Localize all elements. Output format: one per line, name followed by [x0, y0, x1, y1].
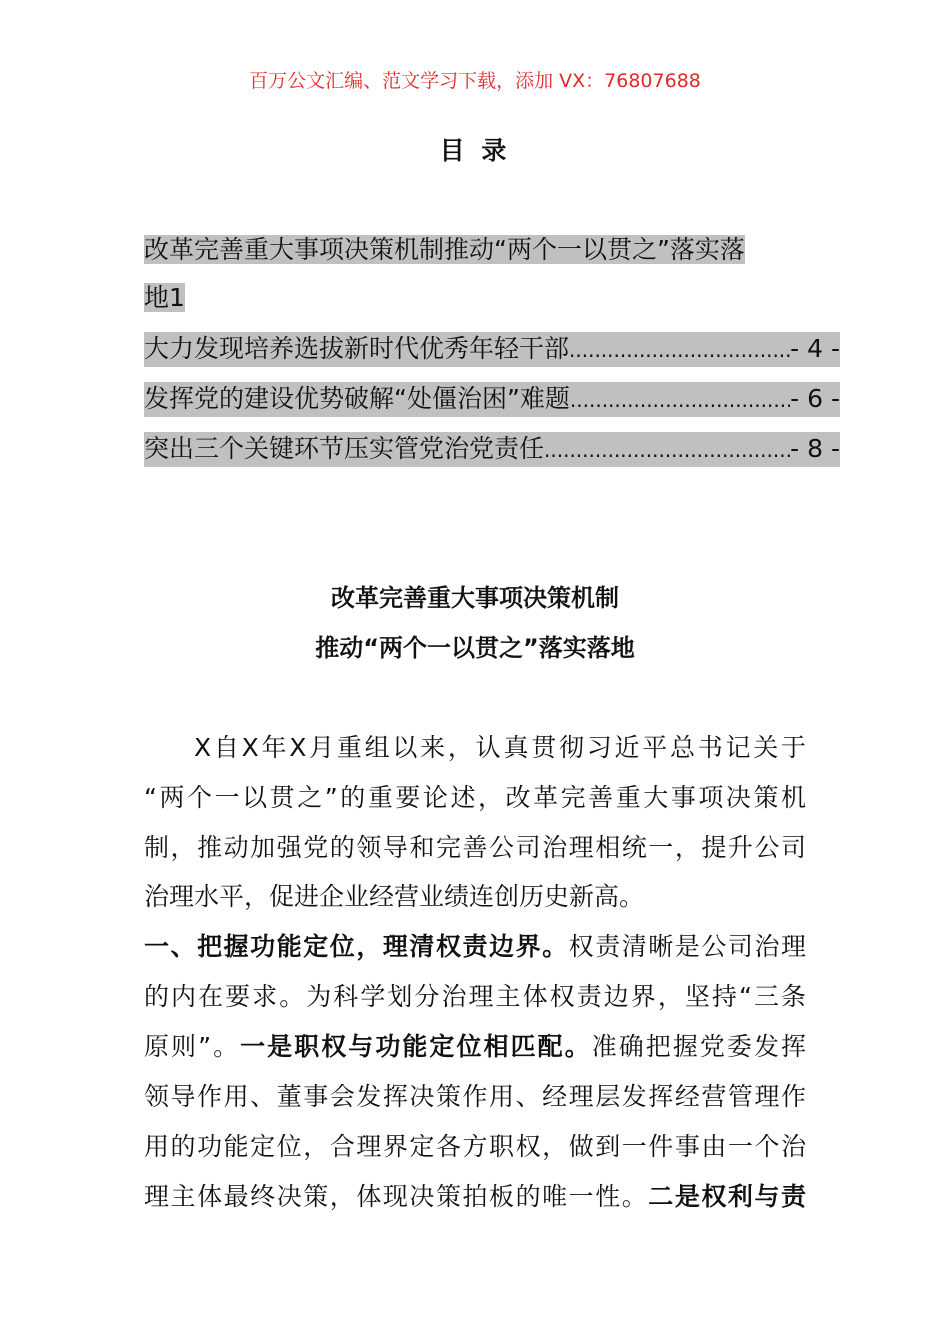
toc-entry-1-cont[interactable] [144, 281, 185, 315]
body-line: 制，推动加强党的领导和完善公司治理相统一，提升公司 [144, 833, 806, 862]
toc-title: 目 录 [439, 136, 511, 165]
toc-entry-title: 发挥党的建设优势破解“处僵治困”难题 ..... [144, 382, 790, 417]
toc-entry-title: 改革完善重大事项决策机制推动“两个一以贯之”落实落 [144, 235, 745, 264]
header-notice: 百万公文汇编、范文学习下载，添加 VX：76807688 [249, 70, 701, 92]
body-line: 的内在要求。为科学划分治理主体权责边界，坚持“三条 [144, 982, 806, 1011]
section-heading: 一、把握功能定位，理清权责边界。 [144, 932, 569, 961]
toc-entry-1[interactable] [144, 233, 745, 267]
toc-entry-4[interactable] [144, 432, 840, 467]
body-line: 治理水平，促进企业经营业绩连创历史新高。 [144, 882, 645, 911]
body-line: X自X年X月重组以来，认真贯彻习近平总书记关于 [194, 733, 806, 762]
toc-entry-2[interactable] [144, 332, 840, 367]
article-title-line-1: 改革完善重大事项决策机制 [331, 584, 619, 612]
body-line: “两个一以贯之”的重要论述，改革完善重大事项决策机 [144, 783, 806, 812]
toc-entry-title-cont: 地 [144, 283, 170, 312]
point-heading: 一是职权与功能定位相匹配。 [240, 1032, 592, 1061]
toc-entry-3[interactable] [144, 382, 840, 417]
body-line: 用的功能定位，合理界定各方职权，做到一件事由一个治 [144, 1132, 806, 1161]
body-line: 原则”。一是职权与功能定位相匹配。准确把握党委发挥 [144, 1032, 806, 1061]
toc-entry-page: - 6 - [790, 384, 840, 413]
toc-entry-page: - 4 - [790, 334, 840, 363]
body-line: 一、把握功能定位，理清权责边界。权责清晰是公司治理 [144, 932, 806, 961]
body-line: 领导作用、董事会发挥决策作用、经理层发挥经营管理作 [144, 1082, 806, 1111]
body-line: 理主体最终决策，体现决策拍板的唯一性。二是权利与责 [144, 1182, 806, 1211]
article-title-line-2: 推动“两个一以贯之”落实落地 [315, 634, 635, 662]
toc-entry-title: 突出三个关键环节压实管党治党责任 ..... [144, 432, 790, 467]
point-heading: 二是权利与责 [648, 1182, 806, 1211]
toc-entry-page: 1 [169, 283, 185, 312]
toc-entry-title: 大力发现培养选拔新时代优秀年轻干部 ..... [144, 332, 790, 367]
toc-entry-page: - 8 - [790, 434, 840, 463]
